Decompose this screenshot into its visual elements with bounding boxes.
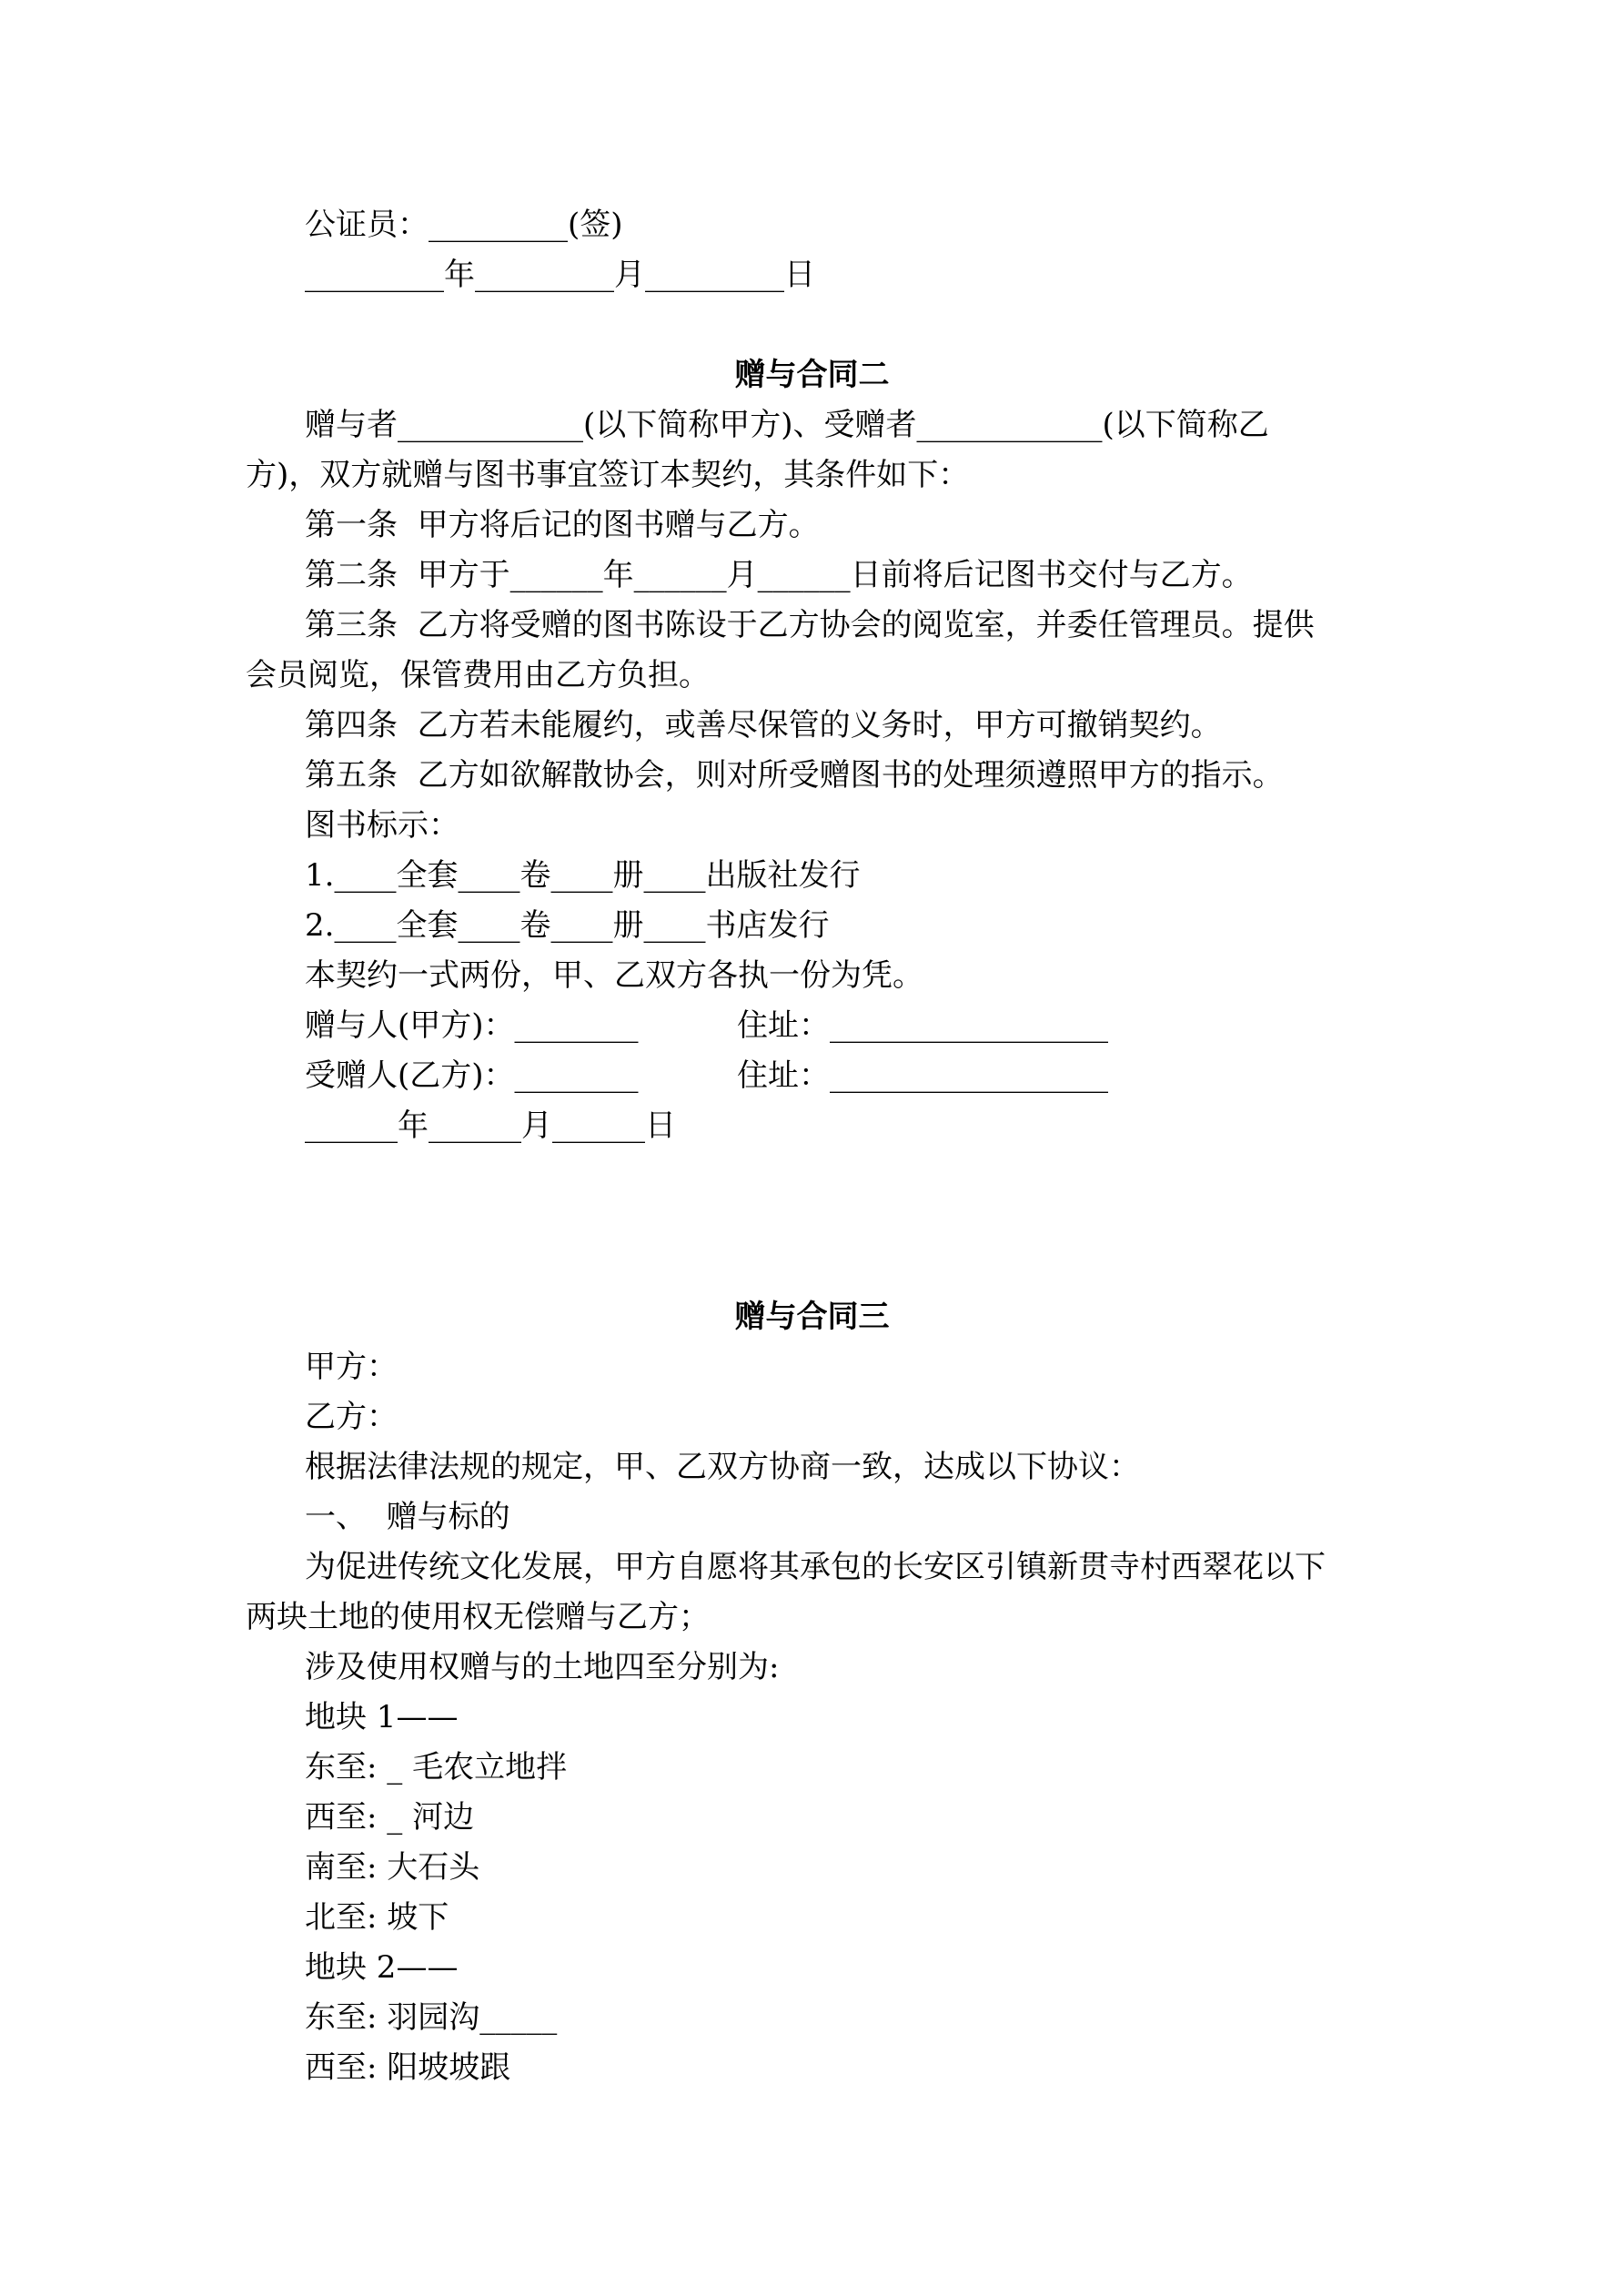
contract2-intro-line2: 方)，双方就赠与图书事宜签订本契约，其条件如下： (246, 457, 970, 493)
contract3-party-b: 乙方： (305, 1399, 398, 1435)
contract2-article4: 第四条 乙方若未能履约，或善尽保管的义务时，甲方可撤销契约。 (305, 707, 1222, 743)
contract3-preamble: 根据法律法规的规定，甲、乙双方协商一致，达成以下协议： (305, 1449, 1140, 1485)
contract3-party-a: 甲方： (305, 1349, 398, 1385)
plot1-east: 东至: _ 毛农立地拌 (305, 1749, 568, 1785)
contract2-copies: 本契约一式两份，甲、乙双方各执一份为凭。 (305, 957, 923, 994)
contract2-article2: 第二条 甲方于______年______月______日前将后记图书交付与乙方。 (305, 557, 1253, 593)
contract3-body-line1: 为促进传统文化发展，甲方自愿将其承包的长安区引镇新贯寺村西翠花以下 (305, 1549, 1326, 1585)
plot1-label: 地块 1—— (305, 1699, 459, 1735)
plot1-north: 北至: 坡下 (305, 1899, 449, 1936)
plot2-east: 东至: 羽园沟_____ (305, 1999, 558, 2036)
contract2-article3-line2: 会员阅览，保管费用由乙方负担。 (246, 657, 710, 693)
contract2-article3-line1: 第三条 乙方将受赠的图书陈设于乙方协会的阅览室，并委任管理员。提供 (305, 607, 1315, 643)
notary-date-line: _________年_________月_________日 (305, 257, 815, 293)
contract2-donee-address: 住址：__________________ (737, 1057, 1108, 1094)
contract2-article5: 第五条 乙方如欲解散协会，则对所受赠图书的处理须遵照甲方的指示。 (305, 757, 1284, 794)
contract2-book2: 2.____全套____卷____册____书店发行 (305, 907, 830, 944)
contract3-title: 赠与合同三 (734, 1299, 890, 1335)
contract3-boundaries-intro: 涉及使用权赠与的土地四至分别为: (305, 1649, 780, 1685)
contract3-section1-heading: 一、 赠与标的 (305, 1499, 510, 1535)
plot2-west: 西至: 阳坡坡跟 (305, 2049, 511, 2086)
contract2-article1: 第一条 甲方将后记的图书赠与乙方。 (305, 507, 820, 543)
contract2-donee-label: 受赠人(乙方)：________ (305, 1057, 639, 1094)
plot1-west: 西至: _ 河边 (305, 1799, 475, 1836)
contract2-date-line: ______年______月______日 (305, 1108, 676, 1144)
contract2-title: 赠与合同二 (734, 357, 890, 393)
plot1-south: 南至: 大石头 (305, 1849, 480, 1886)
plot2-label: 地块 2—— (305, 1949, 459, 1986)
contract2-intro-line1: 赠与者____________(以下简称甲方)、受赠者____________(以下简称乙 (305, 407, 1269, 443)
notary-signature-line: 公证员：_________(签) (305, 207, 623, 243)
contract3-body-line2: 两块土地的使用权无偿赠与乙方； (246, 1599, 710, 1635)
contract2-books-label: 图书标示： (305, 807, 459, 844)
contract2-book1: 1.____全套____卷____册____出版社发行 (305, 857, 861, 894)
contract2-donor-address: 住址：__________________ (737, 1007, 1108, 1044)
contract2-donor-label: 赠与人(甲方)：________ (305, 1007, 639, 1044)
